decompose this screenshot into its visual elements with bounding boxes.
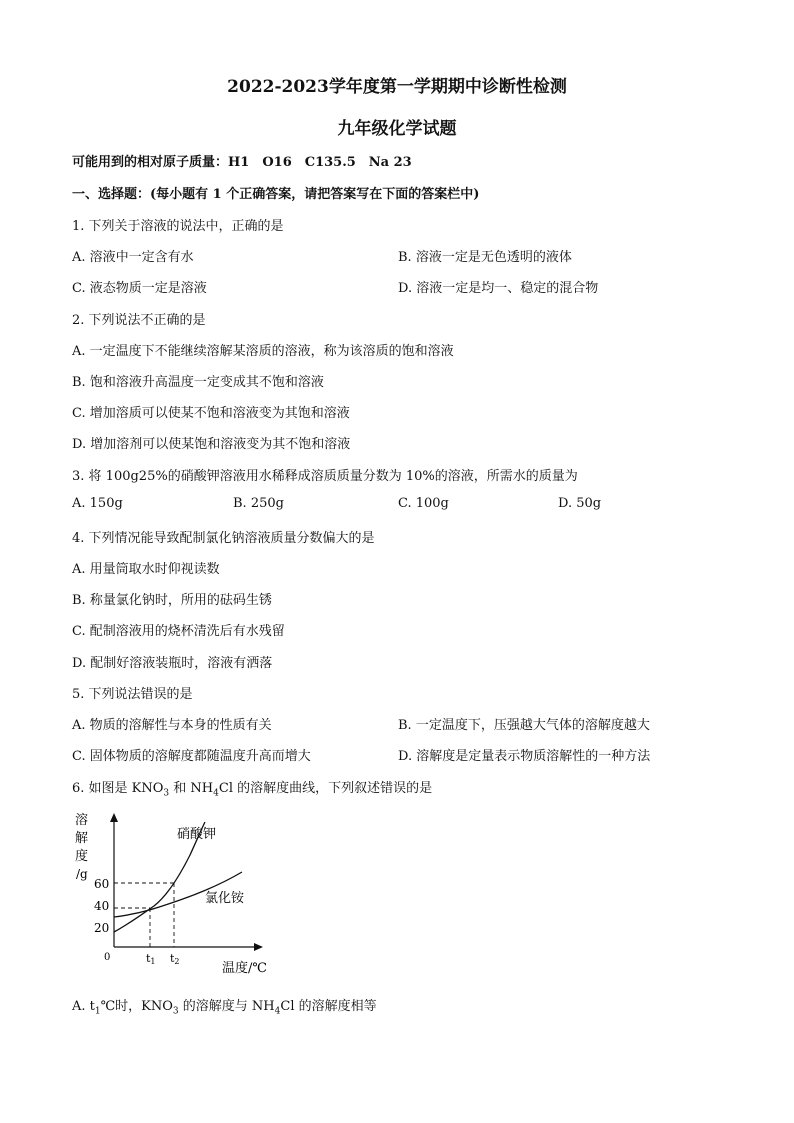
q6-stem-post: Cl 的溶解度曲线，下列叙述错误的是 bbox=[218, 781, 433, 796]
q5-option-d: D. 溶解度是定量表示物质溶解性的一种方法 bbox=[398, 749, 651, 764]
q3-option-c: C. 100g bbox=[398, 496, 449, 511]
q6-a-mid1: ℃时，KNO bbox=[100, 999, 173, 1014]
q3-option-a: A. 150g bbox=[72, 496, 123, 511]
q6-stem-pre: 6. 如图是 KNO bbox=[72, 781, 164, 796]
q2-option-b: B. 饱和溶液升高温度一定变成其不饱和溶液 bbox=[72, 375, 324, 390]
ylabel-char-2: 度 bbox=[75, 849, 89, 864]
solubility-chart bbox=[70, 810, 280, 980]
q6-option-a bbox=[72, 995, 377, 1017]
q6-a-sub2: 3 bbox=[172, 1006, 179, 1017]
x-axis-label: 温度/℃ bbox=[222, 961, 267, 976]
q1-option-b: B. 溶液一定是无色透明的液体 bbox=[398, 250, 572, 265]
origin-label: 0 bbox=[104, 952, 111, 963]
q2-stem: 2. 下列说法不正确的是 bbox=[72, 313, 206, 328]
y-tick-20: 20 bbox=[94, 921, 110, 935]
q5-option-b: B. 一定温度下，压强越大气体的溶解度越大 bbox=[398, 718, 650, 733]
q1-option-d: D. 溶液一定是均一、稳定的混合物 bbox=[398, 281, 599, 296]
q6-a-pre: A. t bbox=[72, 999, 95, 1014]
x-tick-t2-main: t bbox=[170, 952, 175, 965]
atomic-masses: 可能用到的相对原子质量：H1 O16 C135.5 Na 23 bbox=[72, 155, 412, 170]
ylabel-char-1: 解 bbox=[75, 831, 89, 846]
x-tick-t2-sub: 2 bbox=[174, 957, 180, 966]
x-tick-t1 bbox=[146, 952, 156, 966]
q6-a-mid2: 的溶解度与 NH bbox=[178, 999, 275, 1014]
q5-option-a: A. 物质的溶解性与本身的性质有关 bbox=[72, 718, 272, 733]
x-axis-arrow bbox=[254, 943, 263, 951]
q5-stem: 5. 下列说法错误的是 bbox=[72, 687, 193, 702]
q3-stem: 3. 将 100g25%的硝酸钾溶液用水稀释成溶质质量分数为 10%的溶液，所需水的质量为 bbox=[72, 469, 578, 484]
q6-stem-mid: 和 NH bbox=[169, 781, 214, 796]
q2-option-d: D. 增加溶剂可以使某饱和溶液变为其不饱和溶液 bbox=[72, 437, 351, 452]
x-tick-t1-main: t bbox=[146, 952, 151, 965]
ylabel-char-3: /g bbox=[76, 867, 88, 881]
q4-stem: 4. 下列情况能导致配制氯化钠溶液质量分数偏大的是 bbox=[72, 531, 375, 546]
nh4cl-label: 氯化铵 bbox=[205, 891, 245, 906]
q2-option-a: A. 一定温度下不能继续溶解某溶质的溶液，称为该溶质的饱和溶液 bbox=[72, 344, 454, 359]
q3-option-b: B. 250g bbox=[233, 496, 284, 511]
q1-stem: 1. 下列关于溶液的说法中，正确的是 bbox=[72, 219, 284, 234]
q3-option-d: D. 50g bbox=[558, 496, 602, 511]
q4-option-c: C. 配制溶液用的烧杯清洗后有水残留 bbox=[72, 624, 285, 639]
x-tick-t1-sub: 1 bbox=[150, 957, 156, 966]
q6-stem-sub1: 3 bbox=[163, 788, 170, 799]
q1-option-a: A. 溶液中一定含有水 bbox=[72, 250, 194, 265]
q4-option-d: D. 配制好溶液装瓶时，溶液有洒落 bbox=[72, 656, 273, 671]
q6-stem bbox=[72, 777, 432, 799]
q6-a-sub1: 1 bbox=[94, 1006, 101, 1017]
exam-title: 2022-2023学年度第一学期期中诊断性检测 bbox=[227, 77, 567, 97]
q4-option-b: B. 称量氯化钠时，所用的砝码生锈 bbox=[72, 593, 272, 608]
section-title: 一、选择题：(每小题有 1 个正确答案，请把答案写在下面的答案栏中) bbox=[72, 187, 480, 202]
q1-option-c: C. 液态物质一定是溶液 bbox=[72, 281, 207, 296]
q4-option-a: A. 用量筒取水时仰视读数 bbox=[72, 562, 220, 577]
q6-a-sub3: 4 bbox=[274, 1006, 281, 1017]
y-tick-60: 60 bbox=[94, 877, 110, 891]
q6-stem-sub2: 4 bbox=[213, 788, 219, 799]
ylabel-char-0: 溶 bbox=[75, 813, 89, 828]
y-tick-40: 40 bbox=[94, 899, 110, 913]
q2-option-c: C. 增加溶质可以使某不饱和溶液变为其饱和溶液 bbox=[72, 406, 350, 421]
q6-a-post: Cl 的溶解度相等 bbox=[280, 999, 377, 1014]
y-axis-arrow bbox=[110, 813, 118, 822]
q5-option-c: C. 固体物质的溶解度都随温度升高而增大 bbox=[72, 749, 311, 764]
x-tick-t2 bbox=[170, 952, 180, 966]
kno3-label: 硝酸钾 bbox=[177, 827, 217, 842]
exam-subtitle: 九年级化学试题 bbox=[337, 119, 457, 139]
